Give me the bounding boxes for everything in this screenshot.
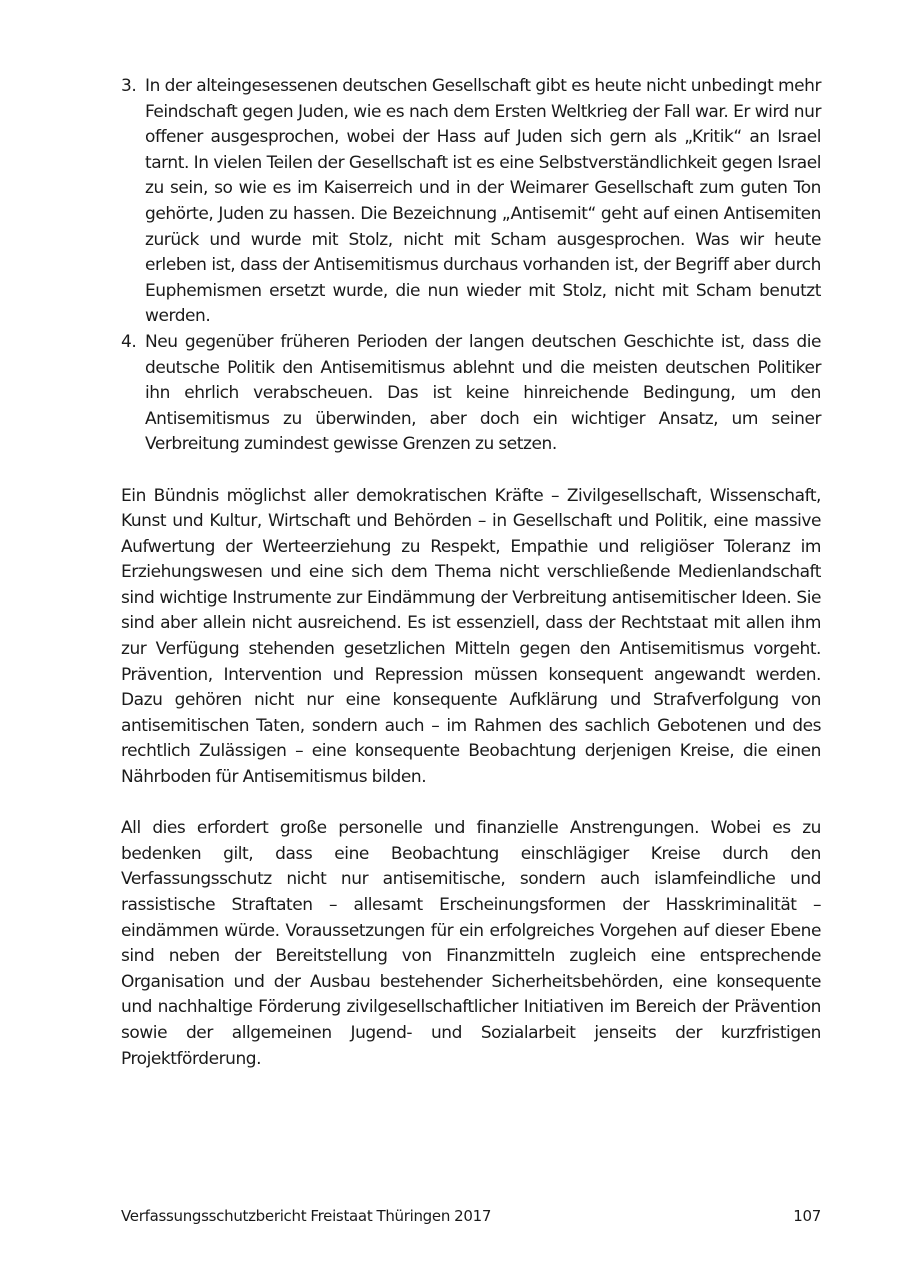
paragraph-spacer [121, 458, 821, 484]
list-item-text: Neu gegenüber früheren Perioden der langen deutschen Geschichte ist, dass die deutsche Politik den Antisemitismus ablehnt und die meisten deutschen Politiker ihn ehrlich verabscheuen. Das ist keine hinreichende Bedingung, um den Antisemitismus zu überwinden, aber doch ein wichtiger Ansatz, um seiner Verbreitung zumindest gewisse Grenzen zu setzen. [145, 331, 821, 455]
footer-title: Verfassungsschutzbericht Freistaat Thüringen 2017 [121, 1207, 492, 1225]
list-item-number: 3. [121, 76, 137, 96]
page-footer [121, 1204, 821, 1230]
numbered-list [121, 74, 821, 458]
list-item-text: In der alteingesessenen deutschen Gesellschaft gibt es heute nicht unbedingt mehr Feindschaft gegen Juden, wie es nach dem Ersten Weltkrieg der Fall war. Er wird nur offener ausgesprochen, wobei der Hass auf Juden sich gern als „Kritik“ an Israel tarnt. In vielen Teilen der Gesellschaft ist es eine Selbstverständlichkeit gegen Israel zu sein, so wie es im Kaiserreich und in der Weimarer Gesellschaft zum guten Ton gehörte, Juden zu hassen. Die Bezeichnung „Antisemit“ geht auf einen Antisemiten zurück und wurde mit Stolz, nicht mit Scham ausgesprochen. Was wir heute erleben ist, dass der Antisemitismus durchaus vorhanden ist, der Begriff aber durch Euphemismen ersetzt wurde, die nun wieder mit Stolz, nicht mit Scham benutzt werden. [145, 76, 821, 327]
body-paragraph: Ein Bündnis möglichst aller demokratischen Kräfte – Zivilgesellschaft, Wissenschaft, Kunst und Kultur, Wirtschaft und Behörden – in Gesellschaft und Politik, eine massive Aufwertung der Werteerziehung zu Respekt, Empathie und religiöser Toleranz im Erziehungswesen und eine sich dem Thema nicht verschließende Medienlandschaft sind wichtige Instrumente zur Eindämmung der Verbreitung antisemitischer Ideen. Sie sind aber allein nicht ausreichend. Es ist essenziell, dass der Rechtstaat mit allen ihm zur Verfügung stehenden gesetzlichen Mitteln gegen den Antisemitismus vorgeht. Prävention, Intervention und Repression müssen konsequent angewandt werden. Dazu gehören nicht nur eine konsequente Aufklärung und Strafverfolgung von antisemitischen Taten, sondern auch – im Rahmen des sachlich Gebotenen und des rechtlich Zulässigen – eine konsequente Beobachtung derjenigen Kreise, die einen Nährboden für Antisemitismus bilden. [121, 485, 821, 788]
list-item-number: 4. [121, 331, 137, 352]
paragraph-spacer [121, 791, 821, 817]
list-item [121, 330, 821, 458]
page-number: 107 [793, 1207, 821, 1225]
body-paragraph: All dies erfordert große personelle und finanzielle Anstrengungen. Wobei es zu bedenken gilt, dass eine Beobachtung einschlägiger Kreise durch den Verfassungsschutz nicht nur antisemitische, sondern auch islamfeindliche und rassistische Straftaten – allesamt Erscheinungsformen der Hasskriminalität – eindämmen würde. Voraussetzungen für ein erfolgreiches Vorgehen auf dieser Ebene sind neben der Bereitstellung von Finanzmitteln zugleich eine entsprechende Organisation und der Ausbau bestehender Sicherheitsbehörden, eine konsequente und nachhaltige Förderung zivilgesellschaftlicher Initiativen im Bereich der Prävention sowie der allgemeinen Jugend- und Sozialarbeit jenseits der kurzfristigen Projektförderung. [121, 818, 821, 1069]
page-content [121, 74, 821, 1072]
list-item [121, 74, 821, 330]
